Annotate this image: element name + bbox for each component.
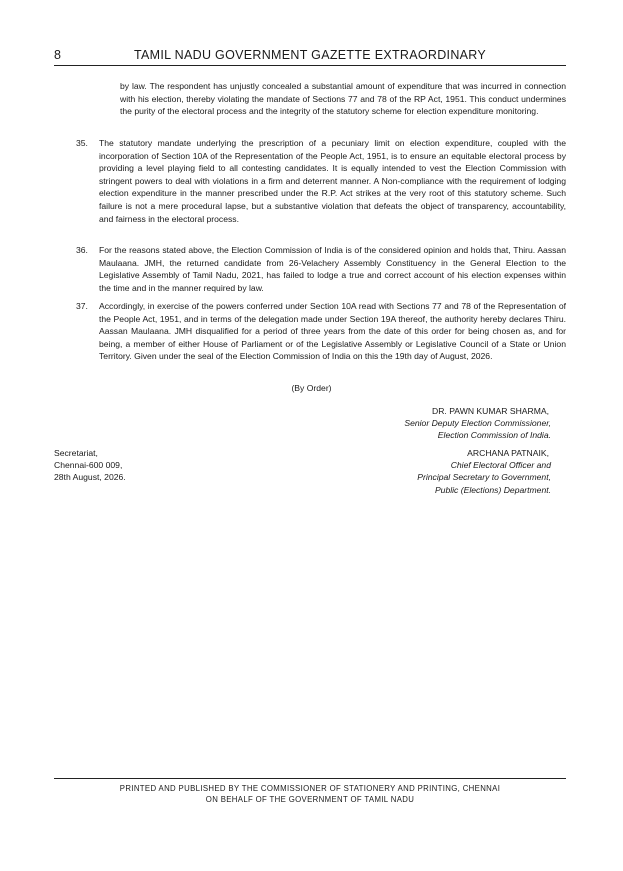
footer-rule — [54, 778, 566, 779]
paragraph-text: For the reasons stated above, the Election Commission of India is of the considered opinion and holds that, Thiru. Aassan Maulaana. JMH, the returned candidate from 26-Velachery Assembly Constituency in the General Election to the Legislative Assembly of Tamil Nadu, 2021, has failed to lodge a true and correct account of his election expenses within the time and in the manner required by law. — [99, 245, 566, 293]
paragraph-number: 37. — [76, 301, 88, 311]
order-date: 28th August, 2026. — [54, 472, 126, 483]
paragraph-35 — [76, 137, 566, 225]
paragraph-37 — [76, 300, 566, 363]
place-and-date — [54, 447, 126, 484]
gazette-title: TAMIL NADU GOVERNMENT GAZETTE EXTRAORDINARY — [133, 48, 487, 62]
printer-footer — [54, 783, 566, 805]
paragraph-text: Accordingly, in exercise of the powers conferred under Section 10A read with Sections 77 and 78 of the Representation of the People Act, 1951, and in terms of the delegation made under Section 19A thereof, the authority hereby declares Thiru. Aassan Maulaana. JMH disqualified for a period of three years from the date of this order for being chosen as, and for being, a member of either House of Parliament or of the Legislative Assembly or Legislative Council of a State or Union Territory. Given under the seal of the Election Commission of India on this the 19th day of August, 2026. — [99, 301, 566, 362]
page-number: 8 — [54, 48, 61, 62]
signatory-name: ARCHANA PATNAIK, — [467, 448, 549, 458]
signatory-designation: Chief Electoral Officer and — [450, 460, 551, 471]
place-line-1: Secretariat, — [54, 448, 98, 458]
signatory-organization: Election Commission of India. — [437, 430, 551, 441]
footer-line-1: PRINTED AND PUBLISHED BY THE COMMISSIONER OF STATIONERY AND PRINTING, CHENNAI — [119, 784, 501, 793]
paragraph-36 — [76, 244, 566, 294]
signatory-name: DR. PAWN KUMAR SHARMA, — [432, 406, 549, 416]
page-header — [54, 48, 566, 64]
paragraph-text: The statutory mandate underlying the prescription of a pecuniary limit on election expenditure, coupled with the incorporation of Section 10A of the Representation of the People Act, 1951, is to ensure an equitable electoral process by providing a level playing field to all contesting candidates. It is equally intended to vest the Election Commission with stringent powers to deal with violations in a firm and deterrent manner. A Non-compliance with the requirement of lodging election expenditure in the manner prescribed under the R.P. Act strikes at the very root of this statutory scheme. Such failure is not a mere procedural lapse, but a substantive violation that defeats the object of transparency, accountability, and fairness in the electoral process. — [99, 138, 566, 224]
signature-block-1 — [404, 405, 551, 442]
by-order: (By Order) — [291, 383, 332, 393]
paragraph-number: 35. — [76, 138, 88, 148]
signatory-designation-2: Principal Secretary to Government, — [417, 472, 551, 483]
signatory-designation: Senior Deputy Election Commissioner, — [404, 418, 551, 429]
footer-line-2: ON BEHALF OF THE GOVERNMENT OF TAMIL NADU — [205, 795, 415, 804]
continued-paragraph: by law. The respondent has unjustly concealed a substantial amount of expenditure that was incurred in connection with his election, thereby violating the mandate of Sections 77 and 78 of the RP Act, 1951. This conduct undermines the purity of the electoral process and the integrity of the statutory scheme for election expenditure monitoring. — [120, 81, 566, 117]
paragraph-number: 36. — [76, 245, 88, 255]
place-line-2: Chennai-600 009, — [54, 460, 123, 471]
signatory-department: Public (Elections) Department. — [434, 484, 551, 495]
signature-block-2 — [417, 447, 551, 496]
header-rule — [54, 65, 566, 66]
